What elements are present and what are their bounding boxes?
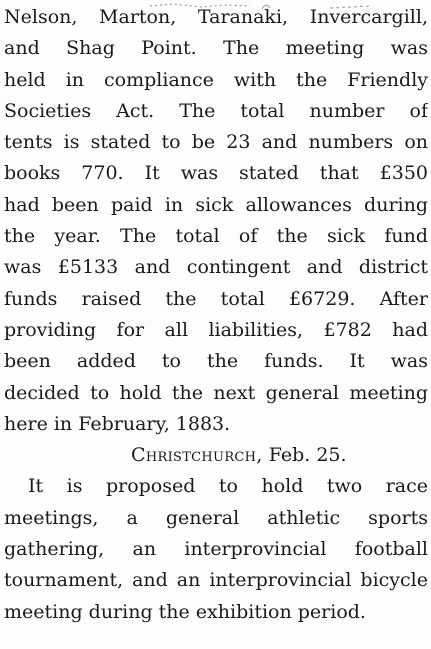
text-line: decided to hold the next general meeting bbox=[4, 381, 428, 404]
text-line: the year. The total of the sick fund bbox=[4, 225, 428, 248]
text-line: had been paid in sick allowances during bbox=[4, 193, 428, 216]
text-line: funds raised the total £6729. After bbox=[4, 287, 428, 310]
dateline-date: Feb. 25. bbox=[268, 444, 347, 467]
text-line: held in compliance with the Friendly bbox=[4, 68, 428, 91]
text-line: gathering, an interprovincial football bbox=[4, 538, 428, 561]
text-line: meeting during the exhibition period. bbox=[4, 600, 366, 623]
text-line: It is proposed to hold two race bbox=[28, 475, 428, 498]
text-line: tournament, and an interprovincial bicycle bbox=[4, 569, 428, 592]
text-line: here in February, 1883. bbox=[4, 412, 231, 435]
text-line: was £5133 and contingent and district bbox=[4, 256, 428, 279]
article-column bbox=[4, 2, 428, 628]
text-line: tents is stated to be 23 and numbers on bbox=[4, 131, 428, 154]
dateline-place: Christchurch, bbox=[131, 444, 263, 467]
text-line: Societies Act. The total number of bbox=[4, 99, 428, 122]
dateline bbox=[4, 440, 428, 471]
text-line: providing for all liabilities, £782 had bbox=[4, 318, 428, 341]
text-line: and Shag Point. The meeting was bbox=[4, 37, 428, 60]
paragraph-christchurch bbox=[4, 471, 428, 627]
text-line: been added to the funds. It was bbox=[4, 350, 428, 373]
text-line: meetings, a general athletic sports bbox=[4, 506, 428, 529]
text-line: books 770. It was stated that £350 bbox=[4, 162, 428, 185]
text-line: Nelson, Marton, Taranaki, Invercargill, bbox=[4, 6, 428, 28]
paragraph-report bbox=[4, 2, 428, 440]
